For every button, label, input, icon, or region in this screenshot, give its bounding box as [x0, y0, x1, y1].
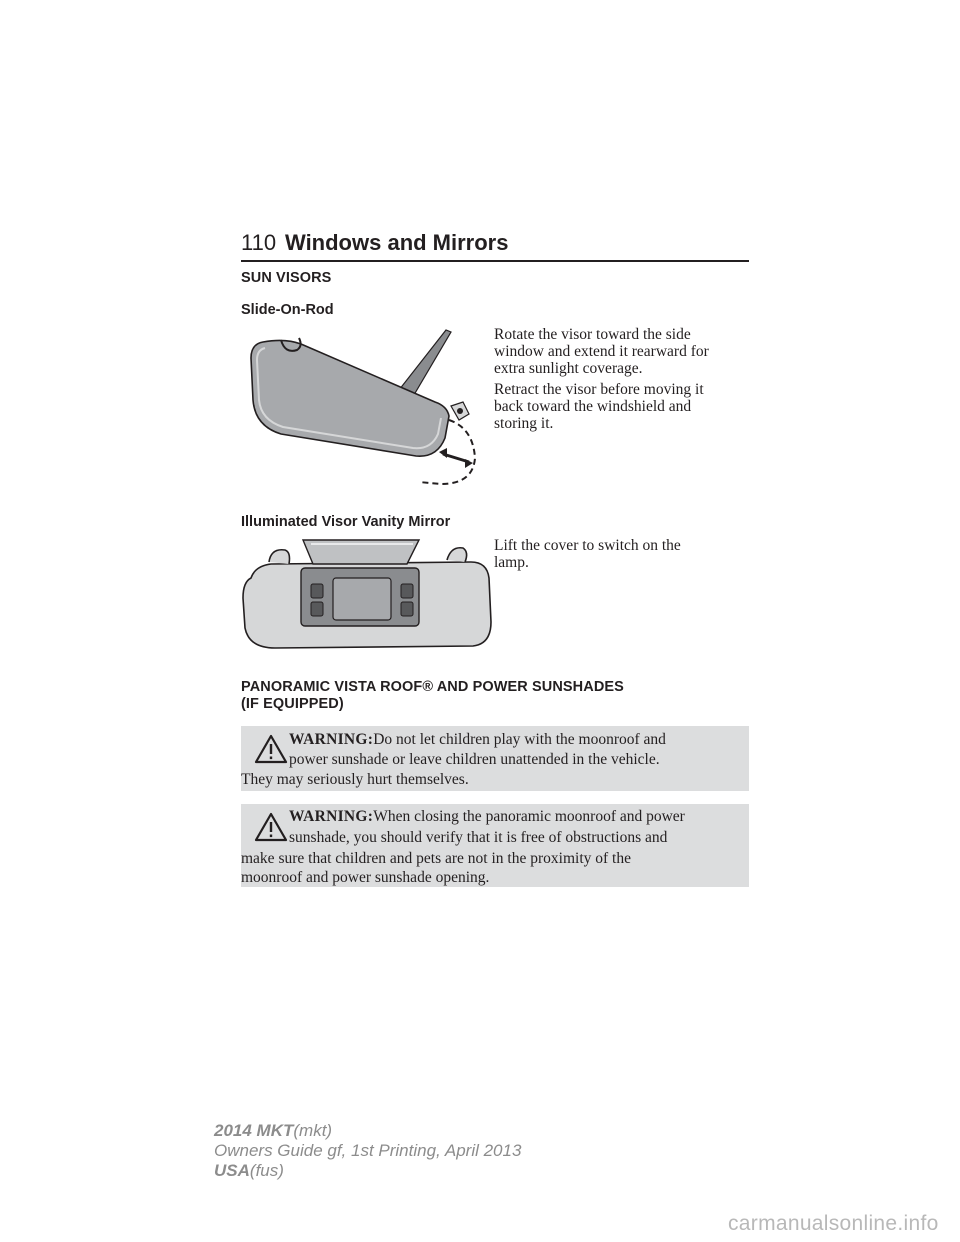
warning-text: When closing the panoramic moonroof and power: [373, 808, 685, 825]
heading-line: PANORAMIC VISTA ROOF® AND POWER SUNSHADES: [241, 679, 624, 695]
document-footer: [214, 1121, 521, 1181]
footer-line-2: Owners Guide gf, 1st Printing, April 2013: [214, 1141, 522, 1160]
warning-box-2: [241, 804, 749, 887]
watermark-text: carmanualsonline.info: [728, 1212, 939, 1235]
warning-2-line-4: moonroof and power sunshade opening.: [241, 869, 490, 886]
warning-2-line-3: make sure that children and pets are not in the proximity of the: [241, 850, 631, 867]
text-line: Rotate the visor toward the side: [494, 326, 691, 343]
heading-line: (IF EQUIPPED): [241, 696, 344, 712]
section-heading-sun-visors: SUN VISORS: [241, 270, 332, 286]
text-line: extra sunlight coverage.: [494, 360, 643, 377]
chapter-title: Windows and Mirrors: [285, 230, 509, 255]
warning-2-line-2: sunshade, you should verify that it is free of obstructions and: [289, 829, 668, 846]
footer-region-code: (fus): [249, 1161, 284, 1180]
footer-line-3: [214, 1161, 521, 1181]
footer-region: USA: [214, 1161, 250, 1180]
warning-1-line-1: [289, 730, 666, 750]
warning-label: WARNING:: [289, 808, 374, 825]
text-line: back toward the windshield and: [494, 398, 692, 415]
warning-2-line-1: [289, 806, 685, 827]
footer-model: 2014 MKT: [214, 1121, 294, 1140]
section-heading-panoramic: [241, 679, 624, 713]
text-line: window and extend it rearward for: [494, 343, 709, 360]
warning-triangle-icon: [254, 812, 288, 842]
subheading-slide-on-rod: Slide-On-Rod: [241, 302, 334, 318]
text-line: Retract the visor before moving it: [494, 381, 704, 398]
page-header: [241, 230, 749, 260]
slide-on-rod-paragraph-2: [494, 381, 704, 432]
footer-model-code: (mkt): [293, 1121, 333, 1140]
warning-label: WARNING:: [289, 731, 374, 748]
warning-box-1: [241, 726, 749, 791]
warning-1-line-3: They may seriously hurt themselves.: [241, 771, 469, 788]
text-line: Lift the cover to switch on the: [494, 537, 681, 554]
page-number: 110: [241, 230, 277, 255]
slide-on-rod-visor-illustration: [241, 328, 483, 488]
text-line: storing it.: [494, 415, 554, 432]
subheading-vanity-mirror: Illuminated Visor Vanity Mirror: [241, 514, 451, 530]
warning-1-line-2: power sunshade or leave children unattended in the vehicle.: [289, 751, 660, 768]
vanity-mirror-paragraph: [494, 537, 681, 571]
warning-text: Do not let children play with the moonroof and: [373, 731, 666, 748]
header-divider: [241, 260, 749, 262]
vanity-mirror-illustration: [241, 538, 493, 652]
text-line: lamp.: [494, 554, 529, 571]
footer-line-1: [214, 1121, 521, 1141]
warning-triangle-icon: [254, 734, 288, 764]
slide-on-rod-paragraph-1: [494, 326, 709, 377]
